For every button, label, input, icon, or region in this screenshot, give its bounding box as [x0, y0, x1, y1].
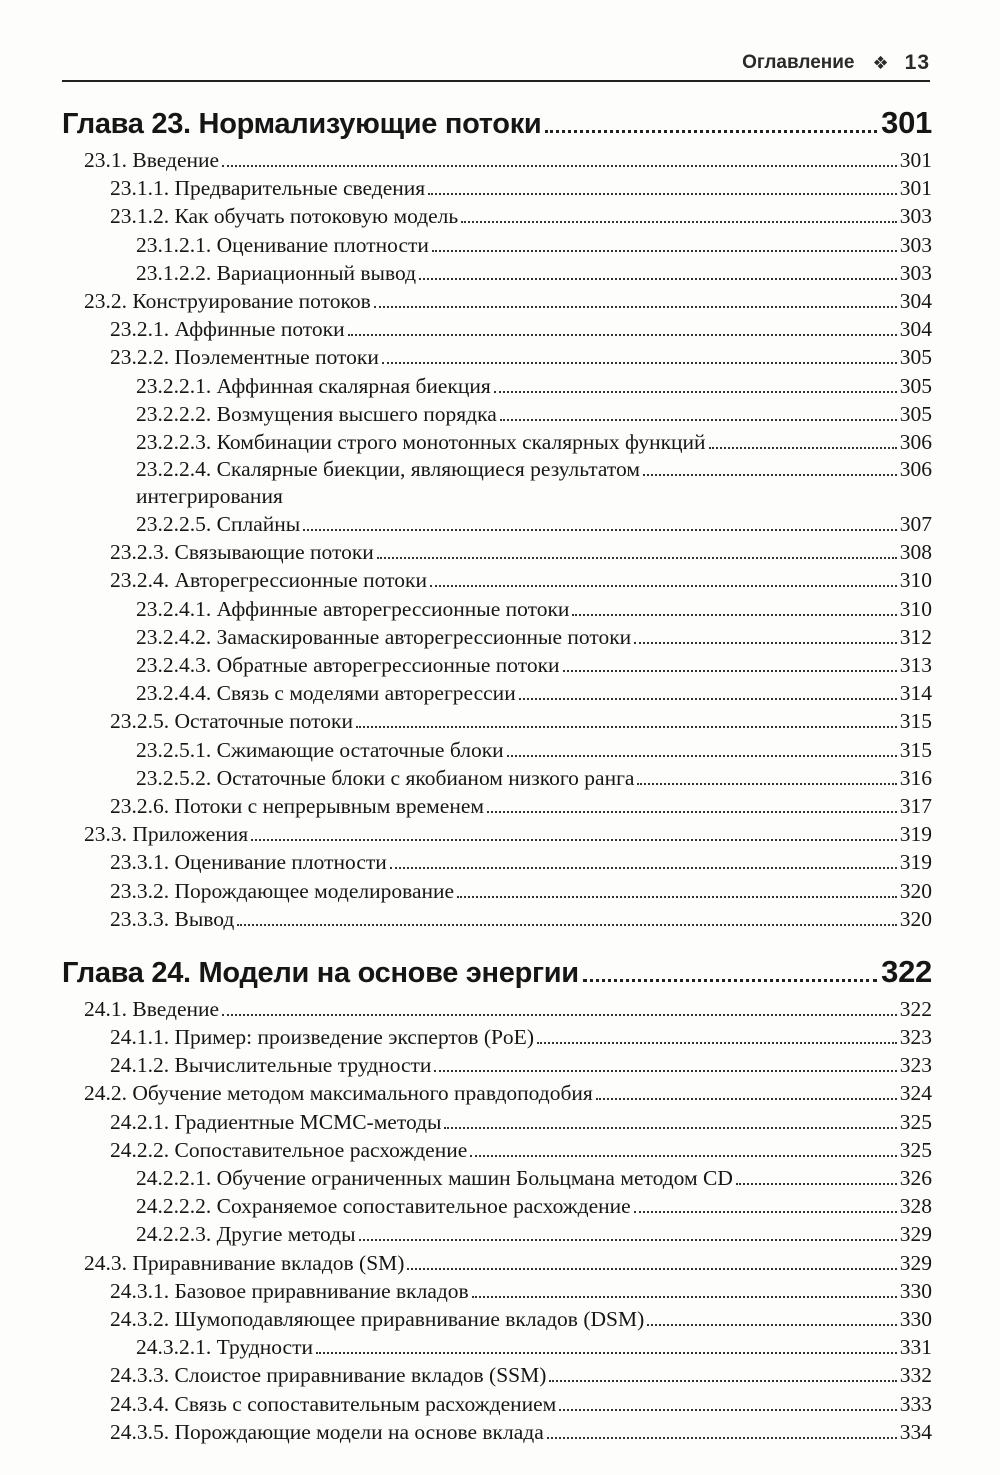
toc-entry[interactable]	[62, 1305, 932, 1333]
dot-leader	[434, 1070, 896, 1072]
entry-number: 23.2.6.	[110, 793, 170, 818]
entry-label	[110, 1390, 556, 1418]
entry-number: 23.2.2.4.	[136, 457, 212, 482]
entry-number: 23.1.2.2.	[136, 260, 212, 285]
entry-number: 23.2.3.	[110, 540, 170, 565]
entry-label	[110, 202, 458, 230]
dot-leader	[637, 783, 896, 785]
toc-entry[interactable]	[62, 1164, 932, 1192]
entry-number: 24.2.2.1.	[136, 1166, 212, 1190]
entry-page: 323	[899, 1025, 932, 1050]
entry-label	[136, 428, 706, 456]
entry-label	[136, 651, 560, 679]
entry-page: 325	[899, 1109, 932, 1134]
entry-label	[110, 1277, 469, 1305]
entry-title: Оценивание плотности	[216, 232, 429, 257]
entry-page: 305	[899, 345, 932, 370]
entry-title: Авторегрессионные потоки	[174, 568, 427, 593]
entry-title: Порождающее моделирование	[174, 878, 455, 903]
toc-entry[interactable]	[62, 259, 932, 287]
toc-entry[interactable]	[62, 595, 932, 623]
entry-label	[136, 510, 300, 538]
entry-number: 23.2.5.1.	[136, 737, 212, 762]
entry-page: 310	[899, 568, 932, 593]
toc-entry[interactable]	[62, 174, 932, 202]
entry-page: 303	[899, 204, 932, 229]
dot-leader	[222, 165, 897, 167]
dot-leader	[472, 1296, 897, 1298]
entry-title: Аффинная скалярная биекция	[216, 373, 491, 398]
dot-leader	[549, 1380, 896, 1382]
dot-leader	[222, 1014, 897, 1016]
entry-label	[136, 259, 416, 287]
entry-page: 314	[899, 681, 932, 706]
dot-leader	[563, 670, 897, 672]
toc-entry[interactable]	[62, 1418, 932, 1446]
entry-page: 330	[899, 1306, 932, 1331]
dot-leader	[470, 1155, 896, 1157]
toc-entry[interactable]	[62, 202, 932, 230]
toc-entry[interactable]	[62, 679, 932, 707]
entry-title: Замаскированные авторегрессионные потоки	[216, 624, 632, 649]
toc-entry[interactable]	[62, 1390, 932, 1418]
entry-page: 301	[899, 176, 932, 201]
dot-leader	[303, 529, 897, 531]
dot-leader	[736, 1183, 897, 1185]
entry-page: 320	[899, 906, 932, 931]
entry-page: 303	[899, 260, 932, 285]
entry-page: 304	[899, 288, 932, 313]
dot-leader	[519, 698, 897, 700]
entry-title: Сплайны	[216, 512, 301, 537]
entry-title: Остаточные потоки	[174, 709, 353, 734]
dot-leader	[457, 896, 897, 898]
entry-title: Вариационный вывод	[216, 260, 417, 285]
toc-entry[interactable]	[62, 764, 932, 792]
dot-leader	[634, 1211, 897, 1213]
entry-label	[84, 820, 248, 848]
entry-number: 23.2.2.	[110, 345, 170, 370]
entry-number: 23.2.4.2.	[136, 624, 212, 649]
entry-number: 23.2.5.2.	[136, 765, 212, 790]
entry-label	[110, 1136, 467, 1164]
entry-title: Комбинации строго монотонных скалярных функций	[216, 429, 706, 454]
entry-label	[136, 231, 429, 259]
entry-page: 303	[899, 232, 932, 257]
entry-label	[136, 1333, 313, 1361]
entry-number: 24.3.3.	[110, 1363, 170, 1388]
entry-label	[110, 1305, 644, 1333]
dot-leader	[494, 391, 897, 393]
toc-entry[interactable]	[62, 1249, 932, 1277]
entry-label	[136, 456, 640, 510]
entry-title: Связывающие потоки	[174, 540, 374, 565]
toc-entry[interactable]	[62, 792, 932, 820]
entry-label	[136, 595, 569, 623]
entry-label	[136, 736, 504, 764]
entry-title: Возмущения высшего порядка	[216, 401, 497, 426]
entry-page: 319	[899, 850, 932, 875]
entry-number: 23.2.5.	[110, 709, 170, 734]
entry-title: Шумоподавляющее приравнивание вкладов (DSM)	[174, 1306, 645, 1331]
entry-number: 23.3.3.	[110, 906, 170, 931]
entry-label	[110, 1361, 546, 1389]
toc-entry[interactable]	[62, 848, 932, 876]
entry-label	[110, 315, 345, 343]
dot-leader	[545, 130, 877, 133]
entry-page: 332	[899, 1363, 932, 1388]
entry-label	[136, 1220, 356, 1248]
entry-page: 331	[899, 1335, 932, 1360]
entry-title: Сохраняемое сопоставительное расхождение	[216, 1194, 631, 1219]
dot-leader	[572, 614, 896, 616]
entry-number: 23.2.1.	[110, 317, 170, 342]
dot-leader	[359, 1239, 897, 1241]
toc-entry[interactable]	[62, 1051, 932, 1079]
entry-number: 24.1.1.	[110, 1025, 170, 1050]
entry-number: 24.1.2.	[110, 1053, 170, 1078]
entry-label	[84, 995, 219, 1023]
chapter-page: 301	[881, 105, 932, 140]
dot-leader	[374, 306, 897, 308]
entry-number: 23.2.4.4.	[136, 681, 212, 706]
toc-entry[interactable]	[62, 456, 932, 510]
entry-title: Остаточные блоки с якобианом низкого ранга	[216, 765, 635, 790]
entry-label	[110, 1023, 534, 1051]
entry-title: Вывод	[174, 906, 235, 931]
entry-number: 23.3.2.	[110, 878, 170, 903]
toc-entry[interactable]	[62, 372, 932, 400]
entry-label	[110, 566, 427, 594]
entry-page: 317	[899, 793, 932, 818]
entry-label	[136, 679, 516, 707]
toc-entry[interactable]	[62, 877, 932, 905]
entry-page: 328	[899, 1194, 932, 1219]
entry-title: Слоистое приравнивание вкладов (SSM)	[174, 1363, 547, 1388]
toc-chapter-heading[interactable]	[62, 100, 932, 146]
dot-leader	[596, 1098, 897, 1100]
entry-title: Сопоставительное расхождение	[174, 1137, 468, 1162]
dot-leader	[461, 221, 897, 223]
dot-leader	[634, 642, 897, 644]
entry-number: 24.2.2.3.	[136, 1222, 212, 1247]
dot-leader	[500, 419, 897, 421]
entry-number: 23.3.1.	[110, 850, 170, 875]
dot-leader	[419, 278, 897, 280]
chapter-title: Глава 24. Модели на основе энергии	[62, 956, 579, 989]
dot-leader	[547, 1437, 897, 1439]
dot-leader	[316, 1352, 897, 1354]
entry-number: 24.3.2.1.	[136, 1335, 212, 1360]
toc-entry[interactable]	[62, 566, 932, 594]
entry-page: 315	[899, 709, 932, 734]
dot-leader	[444, 1127, 896, 1129]
entry-number: 23.2.2.2.	[136, 401, 212, 426]
dot-leader	[237, 924, 896, 926]
chapter-title: Глава 23. Нормализующие потоки	[62, 108, 542, 140]
toc-entry[interactable]	[62, 1277, 932, 1305]
toc-entry[interactable]	[62, 1192, 932, 1220]
entry-title: Скалярные биекции, являющиеся результатом	[216, 457, 640, 482]
dot-leader	[407, 1268, 896, 1270]
entry-title: Связь с сопоставительным расхождением	[174, 1391, 557, 1416]
entry-page: 333	[899, 1391, 932, 1416]
entry-label	[110, 174, 425, 202]
entry-page: 325	[899, 1137, 932, 1162]
toc-entry[interactable]	[62, 428, 932, 456]
entry-label	[84, 146, 219, 174]
entry-number: 24.2.	[84, 1081, 127, 1106]
toc-entry[interactable]	[62, 510, 932, 538]
entry-title: Порождающие модели на основе вклада	[174, 1419, 544, 1444]
toc-entry[interactable]	[62, 1136, 932, 1164]
entry-label	[110, 343, 379, 371]
entry-label	[84, 1079, 593, 1107]
entry-title: Предварительные сведения	[174, 176, 426, 201]
entry-title: Поэлементные потоки	[174, 345, 379, 370]
dot-leader	[507, 755, 897, 757]
dot-leader	[487, 811, 897, 813]
entry-page: 313	[899, 653, 932, 677]
entry-number: 23.2.4.1.	[136, 596, 212, 621]
toc-entry[interactable]	[62, 651, 932, 679]
dot-leader	[537, 1042, 897, 1044]
entry-title: Другие методы	[216, 1222, 356, 1247]
entry-title: Трудности	[216, 1335, 313, 1360]
entry-title: Обучение методом максимального правдоподобия	[132, 1081, 593, 1106]
entry-label	[136, 764, 634, 792]
entry-page: 329	[899, 1250, 932, 1275]
entry-label	[136, 372, 491, 400]
entry-label	[110, 538, 374, 566]
dot-leader	[390, 867, 897, 869]
toc-entry[interactable]	[62, 905, 932, 933]
toc-entry[interactable]	[62, 315, 932, 343]
entry-number: 23.1.2.	[110, 204, 170, 229]
entry-number: 23.2.2.1.	[136, 373, 212, 398]
dot-leader	[559, 1409, 896, 1411]
entry-page: 319	[899, 822, 932, 847]
entry-title: Как обучать потоковую модель	[174, 204, 459, 229]
entry-page: 320	[899, 878, 932, 903]
toc-entry[interactable]	[62, 343, 932, 371]
entry-page: 310	[899, 596, 932, 621]
entry-page: 329	[899, 1222, 932, 1247]
entry-title: Введение	[132, 996, 220, 1021]
entry-number: 24.3.5.	[110, 1419, 170, 1444]
entry-number: 23.1.	[84, 148, 127, 172]
entry-label	[110, 1418, 544, 1446]
dot-leader	[428, 193, 897, 195]
toc-entry[interactable]	[62, 231, 932, 259]
entry-page: 301	[899, 148, 932, 172]
dot-leader	[583, 979, 877, 982]
dot-leader	[643, 474, 897, 476]
entry-page: 307	[899, 512, 932, 537]
entry-label	[110, 848, 387, 876]
entry-number: 24.3.	[84, 1250, 127, 1275]
entry-label	[136, 400, 497, 428]
entry-title: Оценивание плотности	[174, 850, 387, 875]
entry-page: 306	[899, 429, 932, 454]
entry-label	[84, 1249, 404, 1277]
entry-label	[110, 1051, 431, 1079]
entry-title: Введение	[132, 148, 220, 172]
toc-entry[interactable]	[62, 287, 932, 315]
entry-label	[84, 287, 371, 315]
entry-page: 322	[899, 996, 932, 1021]
toc-entry[interactable]	[62, 1023, 932, 1051]
dot-leader	[382, 362, 897, 364]
entry-page: 316	[899, 765, 932, 790]
dot-leader	[356, 726, 897, 728]
entry-number: 24.3.1.	[110, 1278, 170, 1303]
toc-entry[interactable]	[62, 146, 932, 174]
entry-title: Обратные авторегрессионные потоки	[216, 653, 560, 677]
chapter-gap	[62, 933, 932, 949]
toc-entry[interactable]	[62, 400, 932, 428]
table-of-contents	[62, 100, 932, 1446]
entry-label	[110, 792, 484, 820]
entry-number: 23.2.	[84, 288, 127, 313]
entry-title: Конструирование потоков	[132, 288, 371, 313]
entry-label	[136, 1192, 631, 1220]
entry-page: 305	[899, 373, 932, 398]
entry-title: Приложения	[132, 822, 249, 847]
entry-number: 23.1.2.1.	[136, 232, 212, 257]
entry-label	[110, 707, 353, 735]
entry-number: 24.1.	[84, 996, 127, 1021]
entry-page: 324	[899, 1081, 932, 1106]
page-number: 13	[904, 51, 930, 74]
entry-title: Аффинные потоки	[174, 317, 345, 342]
toc-entry[interactable]	[62, 538, 932, 566]
entry-label	[110, 877, 454, 905]
entry-page: 312	[899, 624, 932, 649]
entry-title: Вычислительные трудности	[174, 1053, 432, 1078]
entry-page: 306	[899, 457, 932, 482]
toc-entry[interactable]	[62, 707, 932, 735]
entry-title: Приравнивание вкладов (SM)	[132, 1250, 405, 1275]
toc-entry[interactable]	[62, 1079, 932, 1107]
entry-number: 23.2.2.5.	[136, 512, 212, 537]
entry-number: 23.2.4.3.	[136, 653, 212, 677]
entry-page: 304	[899, 317, 932, 342]
dot-leader	[709, 447, 897, 449]
chapter-page: 322	[881, 953, 932, 989]
entry-number: 24.2.1.	[110, 1109, 170, 1134]
toc-entry[interactable]	[62, 820, 932, 848]
entry-title: Сжимающие остаточные блоки	[216, 737, 504, 762]
dot-leader	[647, 1324, 896, 1326]
entry-page: 308	[899, 540, 932, 565]
entry-label	[136, 1164, 733, 1192]
toc-entry[interactable]	[62, 736, 932, 764]
toc-chapter-heading[interactable]	[62, 949, 932, 995]
dot-leader	[377, 557, 897, 559]
entry-number: 24.2.2.	[110, 1137, 170, 1162]
dot-leader	[430, 585, 897, 587]
toc-entry[interactable]	[62, 1361, 932, 1389]
entry-title: Связь с моделями авторегрессии	[216, 681, 516, 706]
entry-title: Аффинные авторегрессионные потоки	[216, 596, 570, 621]
entry-number: 24.2.2.2.	[136, 1194, 212, 1219]
entry-label	[110, 1108, 441, 1136]
entry-label	[110, 905, 234, 933]
running-header-title: Оглавление	[742, 52, 855, 73]
toc-entry[interactable]	[62, 623, 932, 651]
entry-number: 24.3.4.	[110, 1391, 170, 1416]
entry-title: Градиентные MCMC-методы	[174, 1109, 442, 1134]
entry-number: 23.3.	[84, 822, 127, 847]
entry-page: 334	[899, 1419, 932, 1444]
toc-entry[interactable]	[62, 1108, 932, 1136]
ornament-icon: ❖	[872, 52, 889, 73]
entry-page: 326	[899, 1166, 932, 1190]
entry-title: Потоки с непрерывным временем	[174, 793, 484, 818]
entry-number: 24.3.2.	[110, 1306, 170, 1331]
entry-number: 23.2.4.	[110, 568, 170, 593]
entry-page: 330	[899, 1278, 932, 1303]
dot-leader	[251, 839, 897, 841]
toc-entry[interactable]	[62, 1333, 932, 1361]
entry-number: 23.1.1.	[110, 176, 170, 201]
running-header	[62, 46, 930, 82]
entry-title: Базовое приравнивание вкладов	[174, 1278, 469, 1303]
entry-title-continued: интегрирования	[136, 484, 283, 509]
toc-entry[interactable]	[62, 1220, 932, 1248]
entry-title: Обучение ограниченных машин Больцмана методом CD	[216, 1166, 733, 1190]
entry-number: 23.2.2.3.	[136, 429, 212, 454]
toc-entry[interactable]	[62, 995, 932, 1023]
entry-title: Пример: произведение экспертов (PoE)	[174, 1025, 534, 1050]
dot-leader	[348, 334, 897, 336]
entry-page: 305	[899, 401, 932, 426]
entry-page: 323	[899, 1053, 932, 1078]
dot-leader	[432, 250, 897, 252]
entry-page: 315	[899, 737, 932, 762]
entry-label	[136, 623, 631, 651]
